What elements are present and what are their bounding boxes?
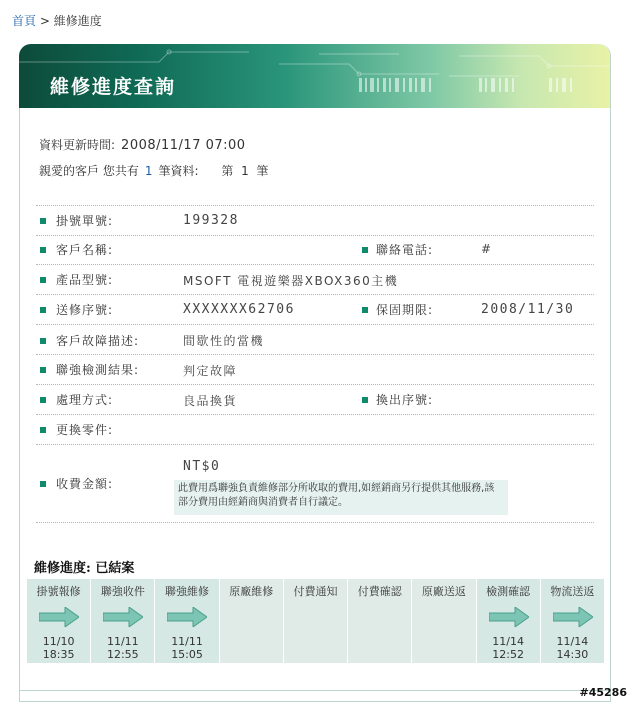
bullet-icon — [40, 481, 46, 487]
customer-name-label: 客戶名稱: — [56, 243, 114, 257]
replacement-serial-label: 換出序號: — [376, 393, 434, 407]
progress-step — [348, 579, 412, 663]
progress-step-time: 15:05 — [171, 648, 203, 661]
watermark: #45286 — [579, 686, 627, 699]
progress-step-label: 聯強維修 — [165, 585, 210, 598]
bullet-icon — [362, 247, 368, 253]
record-count-suffix: 筆資料: — [158, 164, 199, 178]
divider — [36, 354, 594, 355]
progress-step — [541, 579, 604, 663]
progress-step — [477, 579, 541, 663]
page-banner — [19, 44, 610, 108]
inspection-result-value: 判定故障 — [183, 364, 238, 378]
arrow-right-icon — [489, 607, 529, 627]
progress-step-time: 18:35 — [42, 648, 75, 661]
phone-value: # — [481, 242, 493, 256]
update-time-value: 2008/11/17 07:00 — [121, 138, 246, 153]
handling-method-label: 處理方式: — [56, 393, 114, 407]
progress-step-label: 原廠送返 — [421, 585, 466, 598]
progress-step-label: 付費確認 — [357, 585, 402, 598]
progress-step-label: 檢測確認 — [486, 585, 531, 598]
progress-step — [412, 579, 476, 663]
progress-step-datetime — [477, 635, 540, 661]
progress-step-datetime — [91, 635, 154, 661]
progress-step-time: 14:30 — [556, 648, 589, 661]
page-title: 維修進度查詢 — [50, 76, 177, 98]
warranty-label: 保固期限: — [376, 303, 434, 317]
divider — [36, 522, 594, 523]
arrow-right-icon — [553, 607, 593, 627]
record-count-row — [39, 162, 268, 179]
fee-note: 此費用爲聯強負責維修部分所收取的費用,如經銷商另行提供其他服務,該部分費用由經銷商與消費者自行議定。 — [174, 480, 508, 515]
record-count: 1 — [144, 164, 153, 178]
ticket-value: 199328 — [183, 213, 239, 228]
divider — [36, 294, 594, 295]
repair-serial-value: XXXXXXX62706 — [183, 302, 295, 317]
progress-step-date: 11/14 — [556, 635, 589, 648]
fee-value: NT$0 — [183, 459, 221, 474]
record-page-suffix: 筆 — [256, 164, 269, 178]
progress-status-title: 維修進度: 已結案 — [34, 561, 135, 576]
replaced-parts-label: 更換零件: — [56, 423, 114, 437]
progress-step — [155, 579, 219, 663]
warranty-value: 2008/11/30 — [481, 302, 575, 317]
divider — [36, 414, 594, 415]
bullet-icon — [40, 367, 46, 373]
bullet-icon — [40, 277, 46, 283]
bullet-icon — [40, 338, 46, 344]
fee-label: 收費金額: — [56, 477, 114, 491]
update-time-row — [39, 134, 246, 153]
breadcrumb — [12, 12, 102, 29]
progress-step-datetime — [541, 635, 604, 661]
fault-description-label: 客戶故障描述: — [56, 334, 140, 348]
progress-step-date: 11/11 — [171, 635, 203, 648]
progress-step-datetime — [27, 635, 90, 661]
divider — [36, 235, 594, 236]
bullet-icon — [362, 307, 368, 313]
divider — [36, 205, 594, 206]
arrow-right-icon — [167, 607, 207, 627]
bullet-icon — [40, 218, 46, 224]
progress-step-date: 11/11 — [106, 635, 139, 648]
bullet-icon — [362, 397, 368, 403]
handling-method-value: 良品換貨 — [183, 394, 238, 408]
progress-step-label: 物流送返 — [550, 585, 595, 598]
progress-step-label: 付費通知 — [293, 585, 338, 598]
ticket-label: 掛號單號: — [56, 214, 114, 228]
bullet-icon — [40, 307, 46, 313]
record-page-prefix: 第 — [221, 164, 234, 178]
progress-step — [284, 579, 348, 663]
progress-step-label: 掛號報修 — [36, 585, 81, 598]
arrow-right-icon — [39, 607, 79, 627]
phone-label: 聯絡電話: — [376, 243, 434, 257]
bullet-icon — [40, 427, 46, 433]
breadcrumb-separator: > — [36, 14, 54, 28]
product-model-label: 產品型號: — [56, 273, 114, 287]
progress-step-label: 原廠維修 — [229, 585, 274, 598]
divider — [36, 384, 594, 385]
progress-step — [27, 579, 91, 663]
update-time-label: 資料更新時間: — [39, 138, 116, 152]
bullet-icon — [40, 397, 46, 403]
greeting-text: 親愛的客戶 您共有 — [39, 164, 139, 178]
record-page-number: 1 — [241, 164, 249, 178]
divider — [36, 264, 594, 265]
progress-step-date: 11/14 — [492, 635, 524, 648]
progress-step-label: 聯強收件 — [100, 585, 145, 598]
progress-step — [220, 579, 284, 663]
repair-serial-label: 送修序號: — [56, 303, 114, 317]
divider — [36, 444, 594, 445]
product-model-value: MSOFT 電視遊樂器XBOX360主機 — [183, 274, 399, 288]
fault-description-value: 間歇性的當機 — [183, 334, 265, 348]
breadcrumb-home-link[interactable]: 首頁 — [12, 14, 37, 28]
progress-step-datetime — [155, 635, 218, 661]
divider — [36, 324, 594, 325]
breadcrumb-current: 維修進度 — [53, 14, 102, 28]
progress-step-date: 11/10 — [42, 635, 75, 648]
panel-bottom-border — [19, 690, 610, 691]
progress-steps — [27, 579, 604, 663]
inspection-result-label: 聯強檢測結果: — [56, 363, 140, 377]
progress-step-time: 12:55 — [106, 648, 139, 661]
progress-step — [91, 579, 155, 663]
arrow-right-icon — [103, 607, 143, 627]
bullet-icon — [40, 247, 46, 253]
progress-step-time: 12:52 — [492, 648, 524, 661]
